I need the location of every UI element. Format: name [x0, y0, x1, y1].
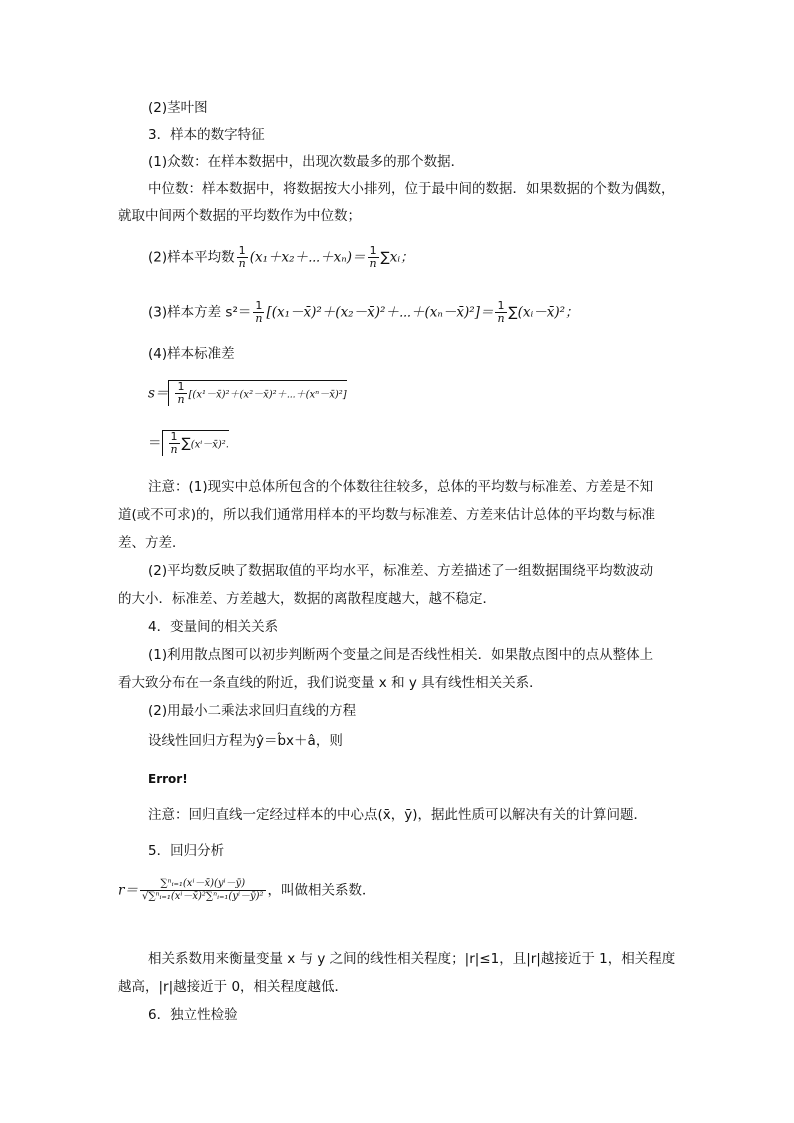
r-denominator: √∑ⁿᵢ₌₁(xⁱ－x̄)²∑ⁿᵢ₌₁(yⁱ－ȳ)²	[141, 891, 264, 902]
section-4-title: 4．变量间的相关关系	[148, 619, 279, 635]
std-dev-inner: [(x¹－x̄)²＋(x²－x̄)²＋⋯＋(xⁿ－x̄)²]	[188, 389, 347, 401]
scatter-line2: 看大致分布在一条直线的附近，我们说变量 x 和 y 具有线性相关关系．	[118, 675, 543, 691]
note-2-line1: (2)平均数反映了数据取值的平均水平，标准差、方差描述了一组数据围绕平均数波动	[148, 563, 654, 579]
variance-fraction-2: $\frac{1}{n}$	[497, 299, 505, 325]
mean-fraction: $\frac{1}{n}$	[238, 244, 246, 270]
sum-symbol: ∑	[508, 304, 518, 321]
std-dev-formula-1	[148, 380, 347, 406]
std-dev-formula-2	[148, 430, 229, 456]
sqrt-radical-2: $\frac{1}{n}$ ∑(xⁱ－x̄)².	[162, 430, 229, 456]
mean-expression: (x₁＋x₂＋⋯＋xₙ)＝	[249, 249, 366, 266]
std-dev-inner-2: (xⁱ－x̄)².	[190, 439, 229, 451]
equals: ＝	[148, 435, 162, 452]
least-squares-heading: (2)用最小二乘法求回归直线的方程	[148, 703, 357, 719]
median-definition-line1: 中位数：样本数据中，将数据按大小排列，位于最中间的数据．如果数据的个数为偶数，	[148, 181, 675, 197]
sqrt-radical: $\frac{1}{n}$ [(x¹－x̄)²＋(x²－x̄)²＋⋯＋(xⁿ－x̄)²]	[168, 380, 346, 406]
median-definition-line2: 就取中间两个数据的平均数作为中位数；	[118, 208, 361, 224]
center-point-note: 注意：回归直线一定经过样本的中心点(x̄，ȳ)，据此性质可以解决有关的计算问题．	[148, 807, 648, 823]
variance-sum-term: (xᵢ－x̄)²；	[517, 304, 579, 321]
note-1-line3: 差、方差．	[118, 535, 186, 551]
stem-leaf-heading: (2)茎叶图	[148, 100, 208, 116]
section-5-title: 5．回归分析	[148, 843, 225, 859]
note-1-line1: 注意：(1)现实中总体所包含的个体数往往较多，总体的平均数与标准差、方差是不知	[148, 479, 654, 495]
mean-label: (2)样本平均数	[148, 249, 235, 266]
note-2-line2: 的大小．标准差、方差越大，数据的离散程度越大，越不稳定．	[118, 591, 496, 607]
correlation-line2: 越高，|r|越接近于 0，相关程度越低．	[118, 979, 349, 995]
mode-definition: (1)众数：在样本数据中，出现次数最多的那个数据．	[148, 154, 465, 170]
regression-equation: 设线性回归方程为ŷ＝b̂x＋â，则	[148, 733, 343, 749]
section-3-title: 3．样本的数字特征	[148, 127, 265, 143]
r-tail: ，叫做相关系数．	[267, 882, 376, 899]
variance-label: (3)样本方差 s²＝	[148, 304, 252, 321]
correlation-line1: 相关系数用来衡量变量 x 与 y 之间的线性相关程度；|r|≤1，且|r|越接近于 1，相关程度	[148, 951, 676, 967]
variance-fraction: $\frac{1}{n}$	[255, 299, 263, 325]
section-6-title: 6．独立性检验	[148, 1007, 238, 1023]
scatter-line1: (1)利用散点图可以初步判断两个变量之间是否线性相关．如果散点图中的点从整体上	[148, 647, 654, 663]
std-dev-s: s＝	[148, 385, 169, 402]
r-numerator: ∑ⁿᵢ₌₁(xⁱ－x̄)(yⁱ－ȳ)	[140, 878, 266, 891]
sum-symbol: ∑	[380, 249, 390, 266]
mean-fraction-2: $\frac{1}{n}$	[369, 244, 377, 270]
std-dev-heading: (4)样本标准差	[148, 346, 235, 362]
r-fraction	[140, 878, 266, 903]
r-label: r＝	[118, 882, 138, 899]
sample-mean-formula	[148, 245, 414, 270]
mean-sum-term: xᵢ；	[389, 249, 414, 266]
correlation-formula	[118, 878, 376, 903]
variance-expression: [(x₁－x̄)²＋(x₂－x̄)²＋⋯＋(xₙ－x̄)²]＝	[266, 304, 494, 321]
note-1-line2: 道(或不可求)的，所以我们通常用样本的平均数与标准差、方差来估计总体的平均数与标准	[118, 507, 656, 523]
sample-variance-formula	[148, 300, 579, 325]
error-text: Error!	[148, 772, 188, 786]
